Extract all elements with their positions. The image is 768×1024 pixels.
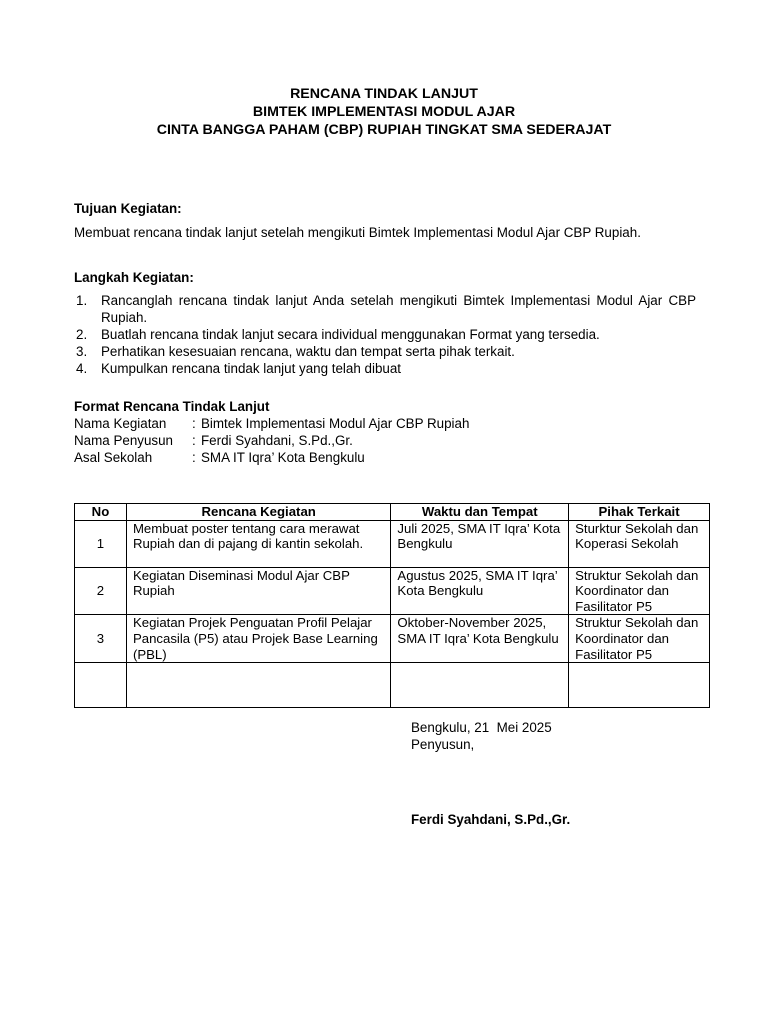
format-separator: : — [192, 433, 196, 448]
cell-waktu: Juli 2025, SMA IT Iqra’ Kota Bengkulu — [391, 520, 569, 567]
format-separator: : — [192, 450, 196, 465]
list-item-number: 1. — [76, 293, 88, 308]
tujuan-title: Tujuan Kegiatan: — [74, 201, 182, 216]
list-item-number: 3. — [76, 344, 88, 359]
format-row-nama-kegiatan — [74, 415, 469, 432]
format-label: Nama Kegiatan — [74, 416, 167, 431]
cell-empty — [569, 663, 710, 708]
table-header-row — [75, 504, 710, 521]
table-row — [75, 615, 710, 663]
column-header-pihak: Pihak Terkait — [569, 504, 710, 521]
format-title: Format Rencana Tindak Lanjut — [74, 399, 270, 414]
cell-pihak: Struktur Sekolah dan Koordinator dan Fasilitator P5 — [569, 615, 710, 663]
list-item-text: Rancanglah rencana tindak lanjut Anda setelah mengikuti Bimtek Implementasi Modul Ajar CBP Rupiah. — [101, 293, 696, 325]
table-row — [75, 520, 710, 567]
cell-empty — [391, 663, 569, 708]
column-header-waktu: Waktu dan Tempat — [391, 504, 569, 521]
list-item — [74, 343, 696, 360]
langkah-title: Langkah Kegiatan: — [74, 270, 194, 285]
signature-block — [411, 719, 552, 753]
cell-empty — [126, 663, 390, 708]
signature-role: Penyusun, — [411, 737, 475, 752]
cell-rencana: Kegiatan Diseminasi Modul Ajar CBP Rupiah — [126, 567, 390, 615]
cell-no: 1 — [75, 520, 127, 567]
cell-waktu: Oktober-November 2025, SMA IT Iqra’ Kota Bengkulu — [391, 615, 569, 663]
format-label: Nama Penyusun — [74, 433, 173, 448]
cell-pihak: Struktur Sekolah dan Koordinator dan Fasilitator P5 — [569, 567, 710, 615]
list-item-number: 4. — [76, 361, 88, 376]
signature-place-date: Bengkulu, 21 Mei 2025 — [411, 720, 552, 735]
format-value: Ferdi Syahdani, S.Pd.,Gr. — [201, 433, 353, 448]
format-value: Bimtek Implementasi Modul Ajar CBP Rupiah — [201, 416, 470, 431]
langkah-list — [74, 292, 696, 377]
column-header-rencana: Rencana Kegiatan — [126, 504, 390, 521]
plan-table — [74, 503, 710, 708]
cell-pihak: Sturktur Sekolah dan Koperasi Sekolah — [569, 520, 710, 567]
format-value: SMA IT Iqra’ Kota Bengkulu — [201, 450, 365, 465]
format-label: Asal Sekolah — [74, 450, 153, 465]
list-item-text: Kumpulkan rencana tindak lanjut yang telah dibuat — [101, 361, 402, 376]
table-row-empty — [75, 663, 710, 708]
list-item — [74, 360, 696, 377]
cell-waktu: Agustus 2025, SMA IT Iqra’ Kota Bengkulu — [391, 567, 569, 615]
cell-no: 3 — [75, 615, 127, 663]
signer-name: Ferdi Syahdani, S.Pd.,Gr. — [411, 812, 571, 827]
list-item — [74, 292, 696, 326]
table-row — [75, 567, 710, 615]
cell-rencana: Membuat poster tentang cara merawat Rupiah dan di pajang di kantin sekolah. — [126, 520, 390, 567]
list-item-text: Buatlah rencana tindak lanjut secara individual menggunakan Format yang tersedia. — [101, 327, 600, 342]
column-header-no: No — [75, 504, 127, 521]
format-row-nama-penyusun — [74, 432, 469, 449]
format-section — [74, 398, 469, 466]
format-row-asal-sekolah — [74, 449, 469, 466]
header-title: RENCANA TINDAK LANJUT — [290, 86, 478, 102]
header-subtitle: BIMTEK IMPLEMENTASI MODUL AJAR — [252, 104, 516, 120]
cell-rencana: Kegiatan Projek Penguatan Profil Pelajar Pancasila (P5) atau Projek Base Learning (PBL) — [126, 615, 390, 663]
tujuan-text: Membuat rencana tindak lanjut setelah mengikuti Bimtek Implementasi Modul Ajar CBP Rupiah. — [74, 225, 641, 240]
list-item-text: Perhatikan kesesuaian rencana, waktu dan tempat serta pihak terkait. — [101, 344, 515, 359]
header-subtitle-2: CINTA BANGGA PAHAM (CBP) RUPIAH TINGKAT SMA SEDERAJAT — [156, 122, 612, 138]
cell-empty — [75, 663, 127, 708]
cell-no: 2 — [75, 567, 127, 615]
document-header — [0, 85, 768, 139]
format-separator: : — [192, 416, 196, 431]
list-item — [74, 326, 696, 343]
list-item-number: 2. — [76, 327, 88, 342]
